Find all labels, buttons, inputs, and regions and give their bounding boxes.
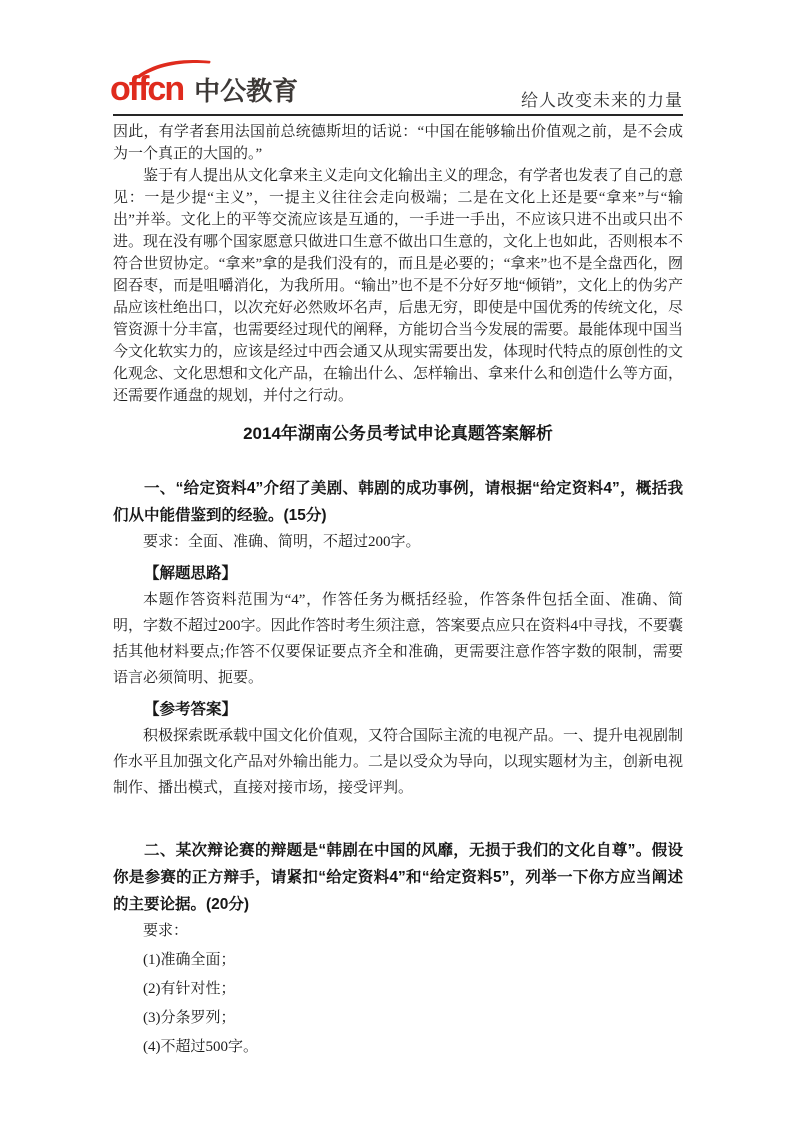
intro-paragraph-continued: 因此，有学者套用法国前总统德斯坦的话说：“中国在能够输出价值观之前，是不会成为一个真正的大国的。” <box>113 124 683 162</box>
analysis-text: 本题作答资料范围为“4”，作答任务为概括经验，作答条件包括全面、准确、简明，字数不超过200字。因此作答时考生须注意，答案要点应只在资料4中寻找，不要囊括其他材料要点;作答不仅要保证要点齐全和准确，更需要注意作答字数的限制，需要语言必须简明、扼要。 <box>113 592 684 686</box>
logo-text-cn: 中公教育 <box>194 76 299 106</box>
question-1-heading: 一、“给定资料4”介绍了美剧、韩剧的成功事例，请根据“给定资料4”，概括我们从中能借鉴到的经验。(15分) <box>113 480 683 524</box>
reference-answer-label: 【参考答案】 <box>144 701 238 718</box>
question-2-requirement-label: 要求： <box>143 923 189 939</box>
reference-answer-text: 积极探索既承载中国文化价值观，又符合国际主流的电视产品。一、提升电视剧制作水平且加强文化产品对外输出能力。二是以受众为导向，以现实题材为主，创新电视制作、播出模式，直接对接市场，接受评判。 <box>113 728 684 796</box>
question-1-section <box>113 475 683 801</box>
requirement-item-3: (3)分条罗列； <box>143 1010 236 1026</box>
question-2-heading: 二、某次辩论赛的辩题是“韩剧在中国的风靡，无损于我们的文化自尊”。假设你是参赛的正方辩手，请紧扣“给定资料4”和“给定资料5”，列举一下你方应当阐述的主要论据。(20分) <box>113 842 683 913</box>
header <box>110 44 683 116</box>
analysis-label: 【解题思路】 <box>144 565 238 582</box>
document-body <box>113 116 683 1060</box>
offcn-logo <box>110 72 298 106</box>
requirement-item-2: (2)有针对性； <box>143 981 236 997</box>
logo-text-en: offcn <box>110 70 184 108</box>
logo-wordmark <box>110 72 183 106</box>
requirement-item-4: (4)不超过500字。 <box>143 1039 258 1055</box>
question-1-requirement: 要求：全面、准确、简明，不超过200字。 <box>143 534 421 550</box>
brand-tagline: 给人改变未来的力量 <box>521 91 683 110</box>
document-title: 2014年湖南公务员考试申论真题答案解析 <box>243 424 553 443</box>
question-2-section <box>113 837 683 1060</box>
logo-swoosh-icon <box>134 56 212 80</box>
intro-paragraph: 鉴于有人提出从文化拿来主义走向文化输出主义的理念，有学者也发表了自己的意见：一是少提“主义”，一提主义往往会走向极端；二是在文化上还是要“拿来”与“输出”并举。文化上的平等交流应该是互通的，一手进一手出，不应该只进不出或只出不进。现在没有哪个国家愿意只做进口生意不做出口生意的，文化上也如此，否则根本不符合世贸协定。“拿来”拿的是我们没有的，而且是必要的；“拿来”也不是全盘西化，囫囵吞枣，而是咀嚼消化，为我所用。“输出”也不是不分好歹地“倾销”，文化上的伪劣产品应该杜绝出口，以次充好必然败坏名声，后患无穷，即使是中国优秀的传统文化，尽管资源十分丰富，也需要经过现代的阐释，方能切合当今发展的需要。最能体现中国当今文化软实力的，应该是经过中西会通又从现实需要出发，体现时代特点的原创性的文化观念、文化思想和文化产品，在输出什么、怎样输出、拿来什么和创造什么等方面，还需要作通盘的规划，并付之行动。 <box>113 168 684 404</box>
requirement-item-1: (1)准确全面； <box>143 952 236 968</box>
